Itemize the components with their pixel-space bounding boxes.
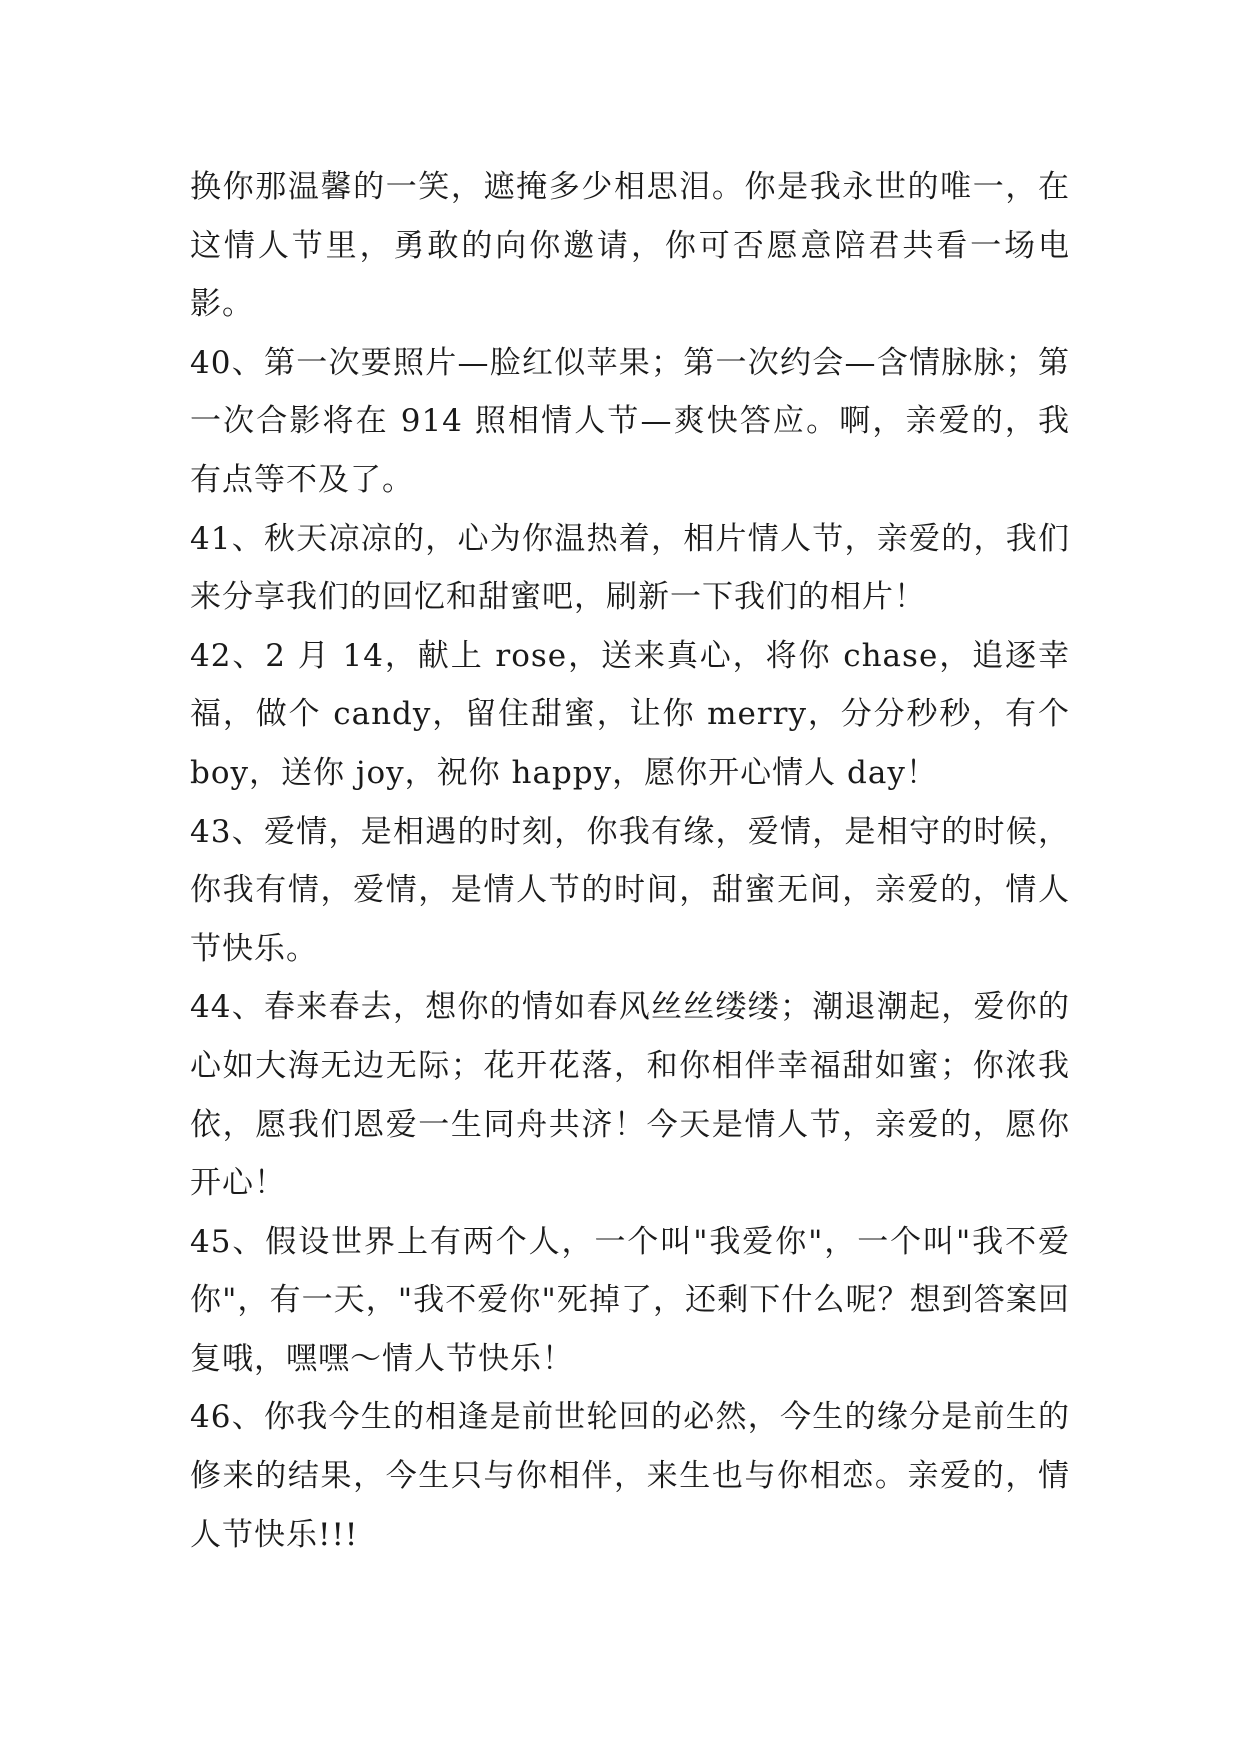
paragraph-44: 44、春来春去，想你的情如春风丝丝缕缕；潮退潮起，爱你的心如大海无边无际；花开花落，和你相伴幸福甜如蜜；你浓我依，愿我们恩爱一生同舟共济！今天是情人节，亲爱的，愿你开心！: [190, 989, 1070, 1202]
paragraph-40: 40、第一次要照片—脸红似苹果；第一次约会—含情脉脉；第一次合影将在 914 照相情人节—爽快答应。啊，亲爱的，我有点等不及了。: [190, 344, 1070, 498]
document-body: [190, 158, 1070, 1564]
paragraph-42: 42、2 月 14，献上 rose，送来真心，将你 chase，追逐幸福，做个 candy，留住甜蜜，让你 merry，分分秒秒，有个 boy，送你 joy，祝你 happy，愿你开心情人 day！: [190, 637, 1070, 791]
paragraph-41: 41、秋天凉凉的，心为你温热着，相片情人节，亲爱的，我们来分享我们的回忆和甜蜜吧，刷新一下我们的相片！: [190, 520, 1070, 616]
paragraph-43: 43、爱情，是相遇的时刻，你我有缘，爱情，是相守的时候，你我有情，爱情，是情人节的时间，甜蜜无间，亲爱的，情人节快乐。: [190, 813, 1070, 967]
paragraph-46: 46、你我今生的相逢是前世轮回的必然，今生的缘分是前生的修来的结果，今生只与你相伴，来生也与你相恋。亲爱的，情人节快乐!!!: [190, 1399, 1070, 1553]
paragraph-45: 45、假设世界上有两个人，一个叫"我爱你"，一个叫"我不爱你"，有一天，"我不爱你"死掉了，还剩下什么呢？想到答案回复哦，嘿嘿～情人节快乐！: [190, 1223, 1070, 1377]
paragraph-continuation: 换你那温馨的一笑，遮掩多少相思泪。你是我永世的唯一，在这情人节里，勇敢的向你邀请，你可否愿意陪君共看一场电影。: [190, 169, 1070, 323]
